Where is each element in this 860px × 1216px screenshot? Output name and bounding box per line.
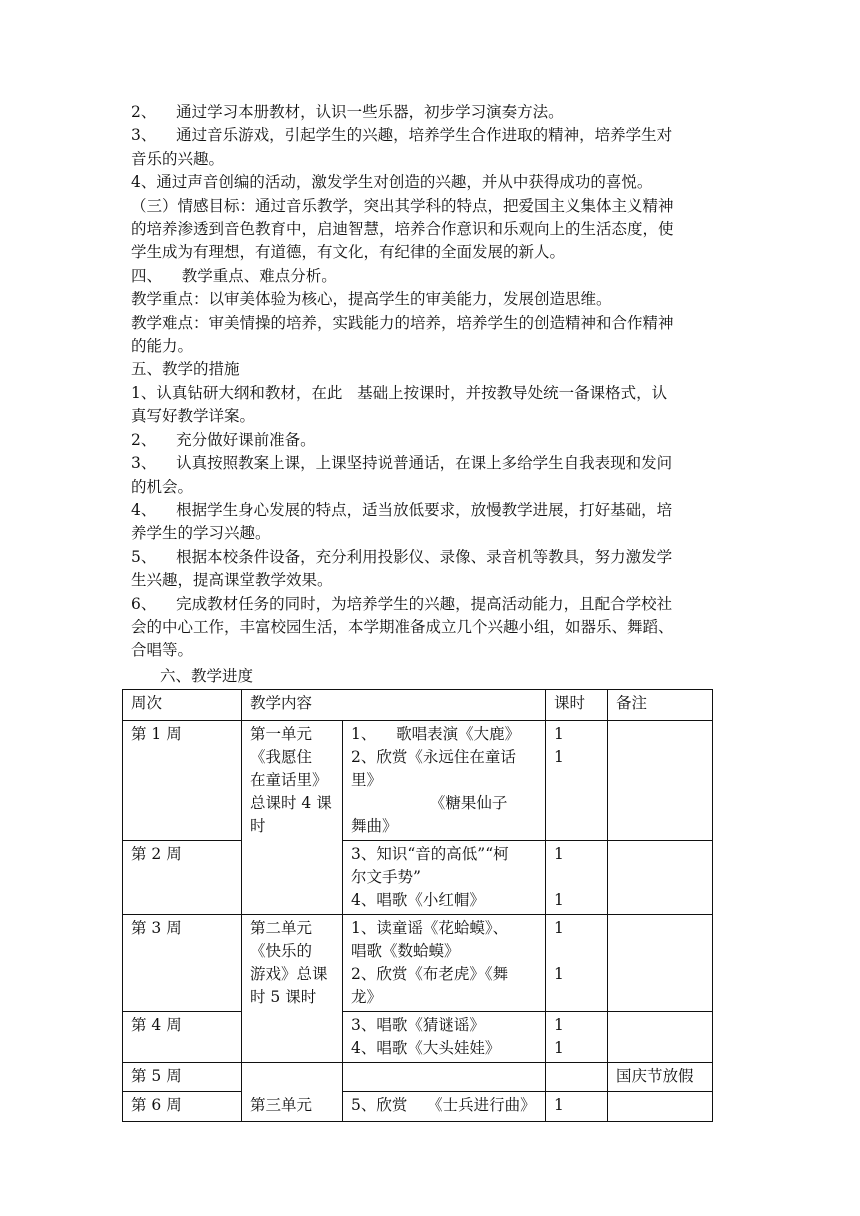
text-line: 会的中心工作，丰富校园生活，本学期准备成立几个兴趣小组，如器乐、舞蹈、 <box>131 617 674 636</box>
table-row <box>123 1012 713 1063</box>
lesson-cell <box>343 841 546 915</box>
hours-line: 1 <box>554 891 564 909</box>
unit-cell <box>242 915 343 1063</box>
teaching-schedule-table <box>122 689 713 1122</box>
text-line: 4、通过声音创编的活动，激发学生对创造的兴趣，并从中获得成功的喜悦。 <box>131 173 653 192</box>
lesson-line: 《糖果仙子 <box>351 794 508 812</box>
table-row <box>123 1063 713 1092</box>
lesson-cell <box>343 1012 546 1063</box>
header-week: 周次 <box>123 690 242 721</box>
lesson-line: 3、知识“音的高低”“柯 <box>351 845 509 863</box>
lesson-cell <box>343 1063 546 1092</box>
text-line: 2、 通过学习本册教材，认识一些乐器，初步学习演奏方法。 <box>131 103 564 121</box>
lesson-line: 2、欣赏《永远住在童话 <box>351 748 516 766</box>
hours-line: 1 <box>554 1039 564 1057</box>
week-cell: 第 6 周 <box>123 1092 242 1122</box>
text-line: 4、 根据学生身心发展的特点，适当放低要求，放慢教学进展，打好基础，培 <box>131 500 673 519</box>
text-line: 的能力。 <box>131 337 194 356</box>
lesson-line: 舞曲》 <box>351 817 398 835</box>
text-line: 教学难点：审美情操的培养，实践能力的培养，培养学生的创造精神和合作精神 <box>131 313 674 332</box>
hours-line <box>554 940 599 963</box>
unit-cell <box>242 1063 343 1122</box>
text-line: 5、 根据本校条件设备，充分利用投影仪、录像、录音机等教具，努力激发学 <box>131 547 673 566</box>
text-line: 3、 认真按照教案上课，上课坚持说普通话，在课上多给学生自我表现和发问 <box>131 454 673 473</box>
lesson-cell <box>343 915 546 1012</box>
note-cell <box>608 1012 713 1063</box>
body-text <box>131 101 731 663</box>
table-header-row <box>123 690 713 721</box>
text-line: 合唱等。 <box>131 641 194 660</box>
table-row <box>123 915 713 1012</box>
section-heading: 五、教学的措施 <box>131 360 240 379</box>
week-cell: 第 5 周 <box>123 1063 242 1092</box>
week-cell: 第 4 周 <box>123 1012 242 1063</box>
unit-line: 时 <box>250 817 266 835</box>
text-line: 生兴趣，提高课堂教学效果。 <box>131 571 333 590</box>
text-line: 养学生的学习兴趣。 <box>131 524 271 543</box>
text-line: 的机会。 <box>131 477 194 496</box>
lesson-line: 5、欣赏 《士兵进行曲》 <box>351 1096 536 1114</box>
header-content: 教学内容 <box>242 690 546 721</box>
text-line: 6、 完成教材任务的同时，为培养学生的兴趣，提高活动能力，且配合学校社 <box>131 594 673 613</box>
section-heading: 四、 教学重点、难点分析。 <box>131 266 337 285</box>
lesson-line: 龙》 <box>351 988 383 1006</box>
unit-line: 总课时 4 课 <box>250 794 332 812</box>
lesson-line: 唱歌《数蛤蟆》 <box>351 942 460 960</box>
lesson-line: 1、 歌唱表演《大鹿》 <box>351 725 521 743</box>
unit-line: 第三单元 <box>250 1096 313 1114</box>
text-line: 的培养渗透到音色教育中，启迪智慧，培养合作意识和乐观向上的生活态度，使 <box>131 220 674 239</box>
hours-cell <box>546 841 608 915</box>
text-line: 1、认真钻研大纲和教材，在此 基础上按课时，并按教导处统一备课格式，认 <box>131 383 668 402</box>
text-line: 音乐的兴趣。 <box>131 149 225 168</box>
note-cell <box>608 915 713 1012</box>
week-cell: 第 1 周 <box>123 721 242 841</box>
text-line: 3、 通过音乐游戏，引起学生的兴趣，培养学生合作进取的精神，培养学生对 <box>131 126 673 145</box>
hours-cell <box>546 1063 608 1092</box>
hours-line: 1 <box>554 748 564 766</box>
schedule-section-title: 六、教学进度 <box>160 667 254 685</box>
header-note: 备注 <box>608 690 713 721</box>
text-line: （三）情感目标：通过音乐教学，突出其学科的特点，把爱国主义集体主义精神 <box>131 196 674 215</box>
lesson-line: 2、欣赏《布老虎》《舞 <box>351 965 509 983</box>
lesson-line: 尔文手势” <box>351 868 421 886</box>
note-cell <box>608 721 713 841</box>
text-line: 真写好教学详案。 <box>131 407 256 426</box>
unit-line: 游戏》总课 <box>250 965 328 983</box>
week-cell: 第 3 周 <box>123 915 242 1012</box>
hours-cell <box>546 1092 608 1122</box>
week-cell: 第 2 周 <box>123 841 242 915</box>
note-cell <box>608 841 713 915</box>
table-row <box>123 841 713 915</box>
hours-cell <box>546 915 608 1012</box>
unit-line: 第一单元 <box>250 725 313 743</box>
hours-line: 1 <box>554 1016 564 1034</box>
table-row <box>123 721 713 841</box>
lesson-line: 里》 <box>351 771 383 789</box>
text-line: 教学重点：以审美体验为核心，提高学生的审美能力，发展创造思维。 <box>131 290 612 309</box>
unit-line: 在童话里》 <box>250 771 328 789</box>
lesson-line: 3、唱歌《猜谜谣》 <box>351 1016 485 1034</box>
text-line: 学生成为有理想，有道德，有文化，有纪律的全面发展的新人。 <box>131 243 566 262</box>
note-cell <box>608 1092 713 1122</box>
lesson-line: 4、唱歌《大头娃娃》 <box>351 1039 501 1057</box>
hours-cell <box>546 721 608 841</box>
lesson-cell <box>343 721 546 841</box>
header-hours: 课时 <box>546 690 608 721</box>
lesson-line: 1、读童谣《花蛤蟆》、 <box>351 919 509 937</box>
unit-line: 《我愿住 <box>250 748 313 766</box>
hours-line: 1 <box>554 965 564 983</box>
hours-line: 1 <box>554 845 564 863</box>
lesson-line: 4、唱歌《小红帽》 <box>351 891 485 909</box>
table-row <box>123 1092 713 1122</box>
unit-line: 第二单元 <box>250 919 313 937</box>
lesson-cell <box>343 1092 546 1122</box>
hours-line <box>554 866 599 889</box>
unit-cell <box>242 721 343 915</box>
hours-line: 1 <box>554 919 564 937</box>
hours-cell <box>546 1012 608 1063</box>
unit-line: 《快乐的 <box>250 942 313 960</box>
note-cell: 国庆节放假 <box>608 1063 713 1092</box>
hours-line: 1 <box>554 725 564 743</box>
hours-line: 1 <box>554 1096 564 1114</box>
unit-line: 时 5 课时 <box>250 988 317 1006</box>
text-line: 2、 充分做好课前准备。 <box>131 430 316 449</box>
